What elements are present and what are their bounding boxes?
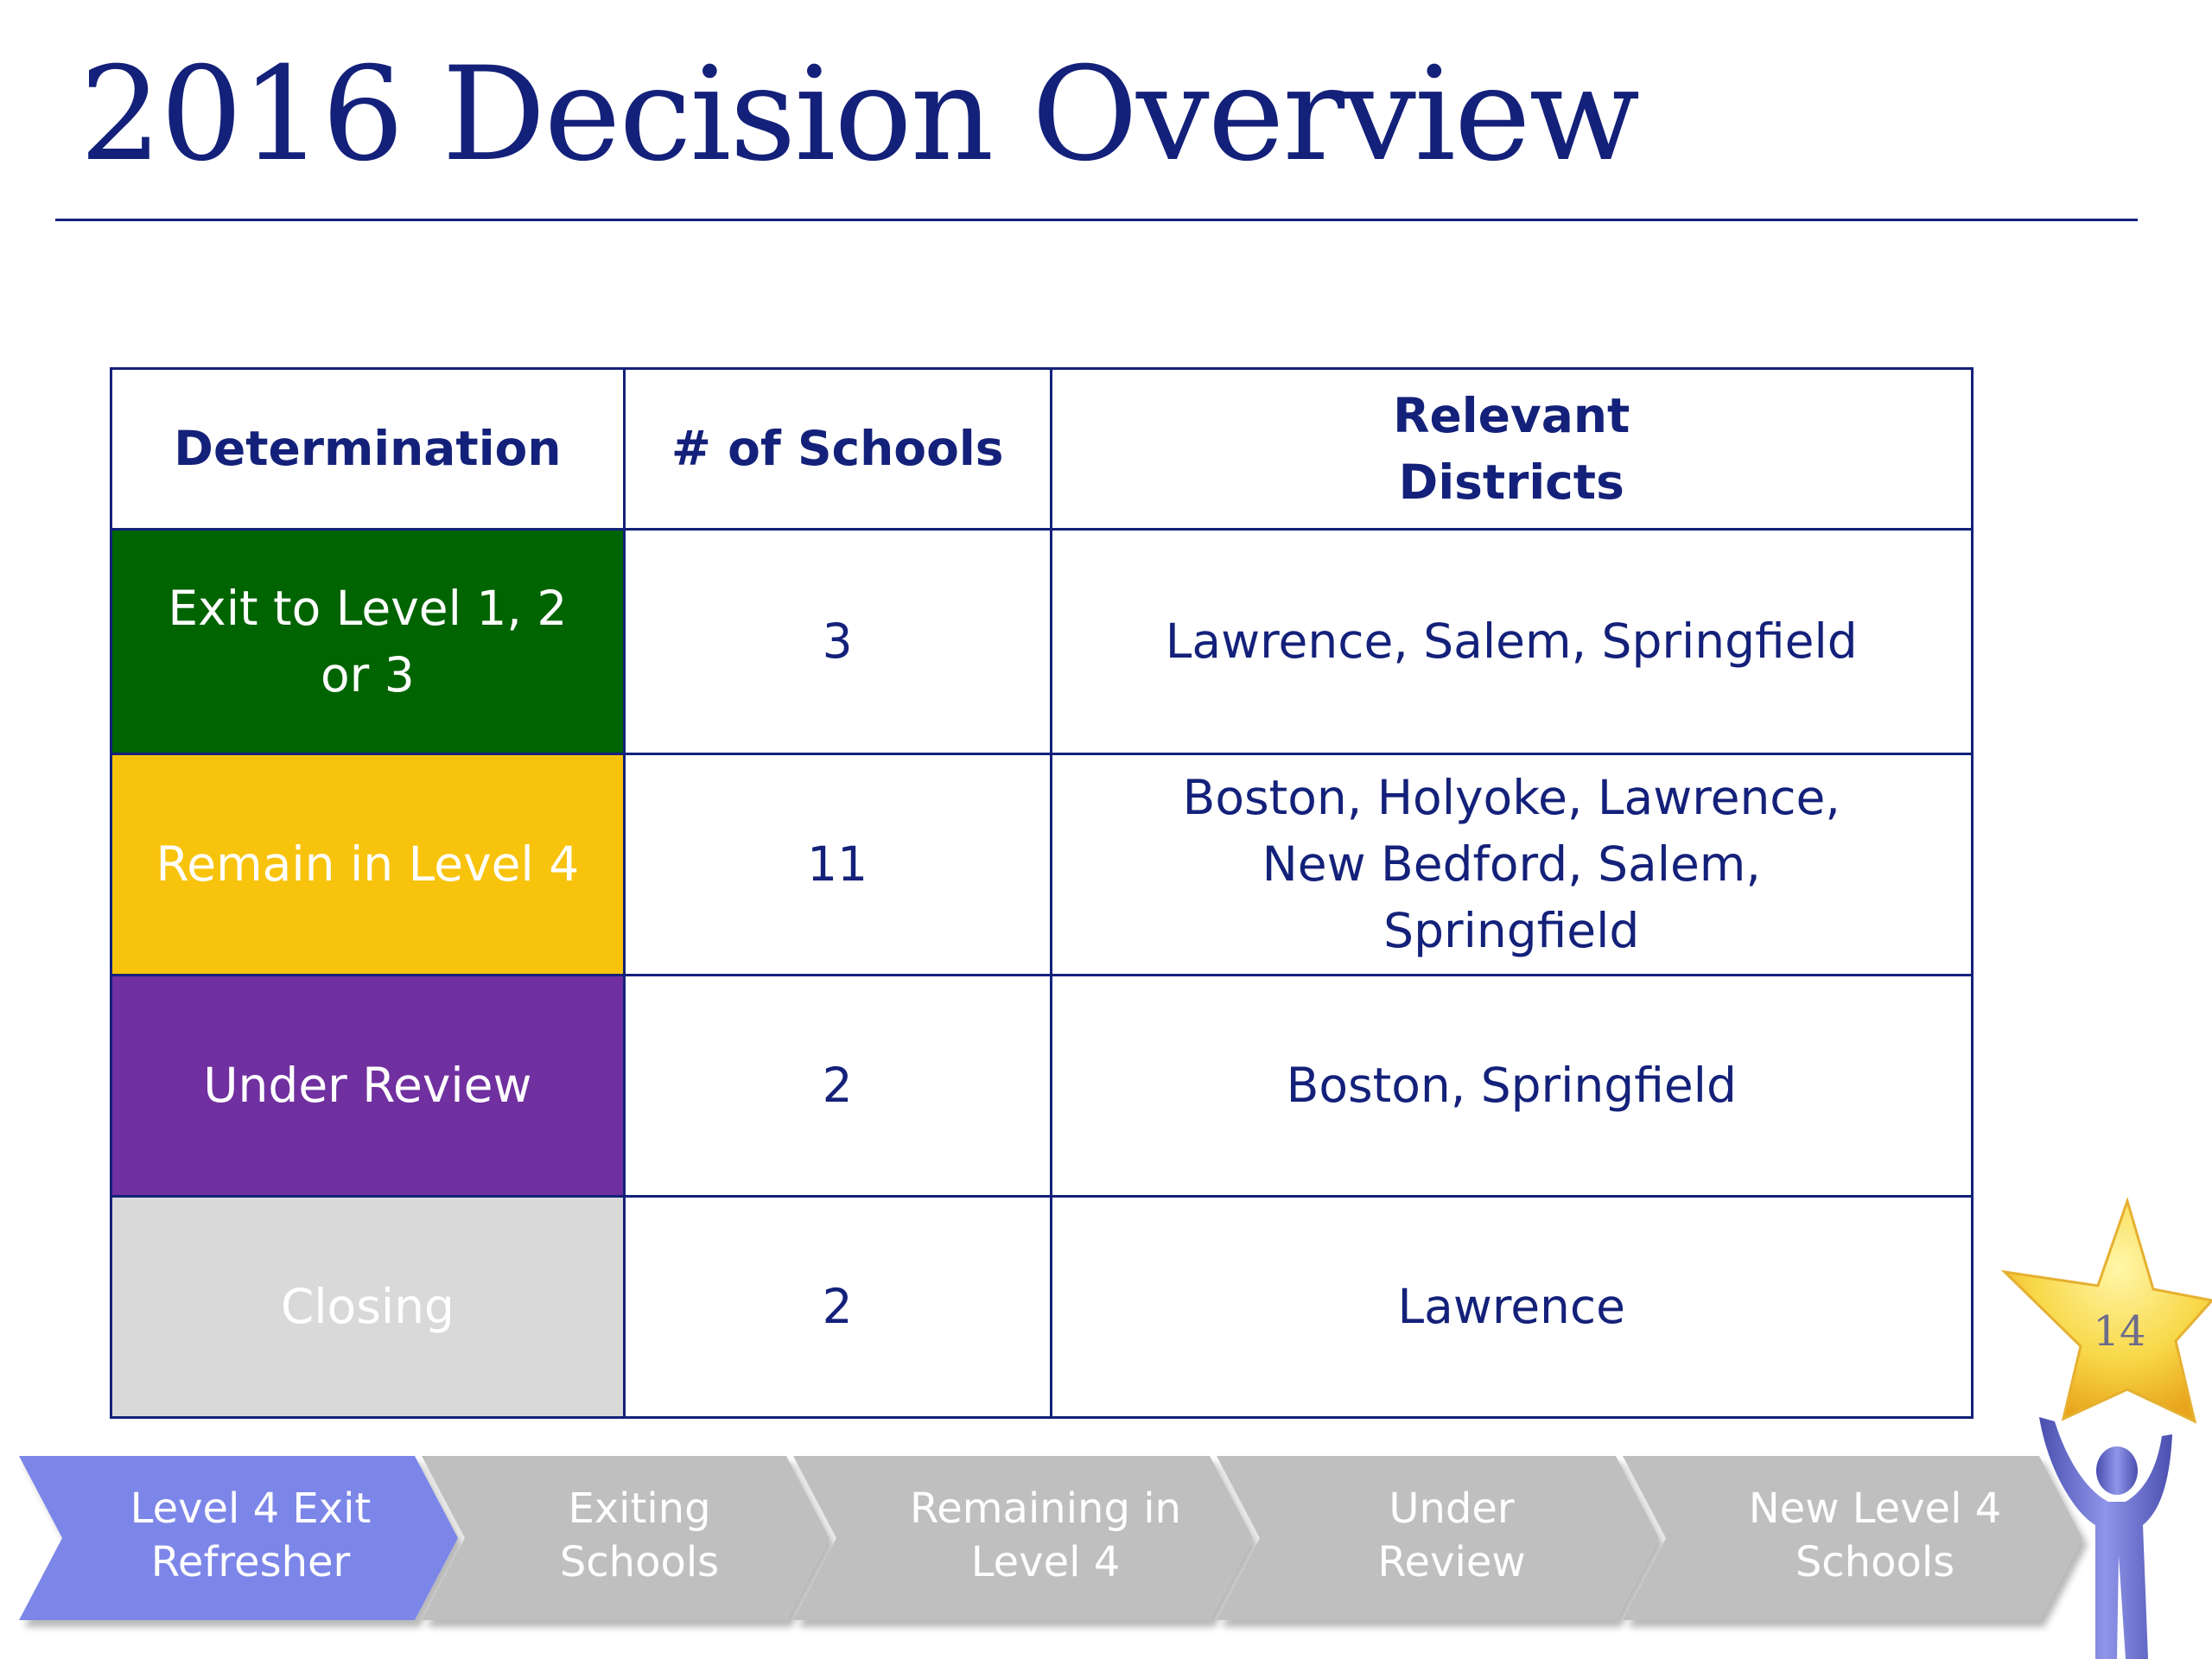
determination-cell: Under Review	[111, 976, 625, 1197]
determination-cell: Closing	[111, 1197, 625, 1418]
person-head-icon	[2096, 1446, 2138, 1495]
school-count-cell: 3	[624, 530, 1051, 754]
header-school-count: # of Schools	[624, 369, 1051, 530]
nav-step-label[interactable]: Level 4 Exit Refresher	[130, 1484, 372, 1586]
slide-title: 2016 Decision Overview	[79, 40, 1639, 190]
districts-cell: Lawrence, Salem, Springfield	[1051, 530, 1973, 754]
page-number: 14	[2093, 1307, 2146, 1356]
header-relevant-districts: Relevant Districts	[1051, 369, 1973, 530]
school-count-cell: 2	[624, 1197, 1051, 1418]
table-row	[111, 976, 1973, 1197]
school-count-cell: 11	[624, 754, 1051, 976]
nav-step-label[interactable]: Under Review	[1377, 1484, 1526, 1586]
nav-step-label[interactable]: New Level 4 Schools	[1748, 1484, 2002, 1586]
school-count-cell: 2	[624, 976, 1051, 1197]
table-row	[111, 754, 1973, 976]
districts-cell: Boston, Springfield	[1051, 976, 1973, 1197]
table-row	[111, 530, 1973, 754]
title-divider	[55, 219, 2138, 221]
table-header-row	[111, 369, 1973, 530]
determination-cell: Exit to Level 1, 2 or 3	[111, 530, 625, 754]
table-row	[111, 1197, 1973, 1418]
districts-cell: Lawrence	[1051, 1197, 1973, 1418]
star-mascot-icon	[1987, 1192, 2212, 1659]
determination-cell: Remain in Level 4	[111, 754, 625, 976]
nav-step-label[interactable]: Exiting Schools	[559, 1484, 720, 1586]
decision-table	[110, 367, 1974, 1419]
districts-cell: Boston, Holyoke, Lawrence, New Bedford, Salem, Springfield	[1051, 754, 1973, 976]
header-determination: Determination	[111, 369, 625, 530]
nav-step-label[interactable]: Remaining in Level 4	[910, 1484, 1181, 1586]
